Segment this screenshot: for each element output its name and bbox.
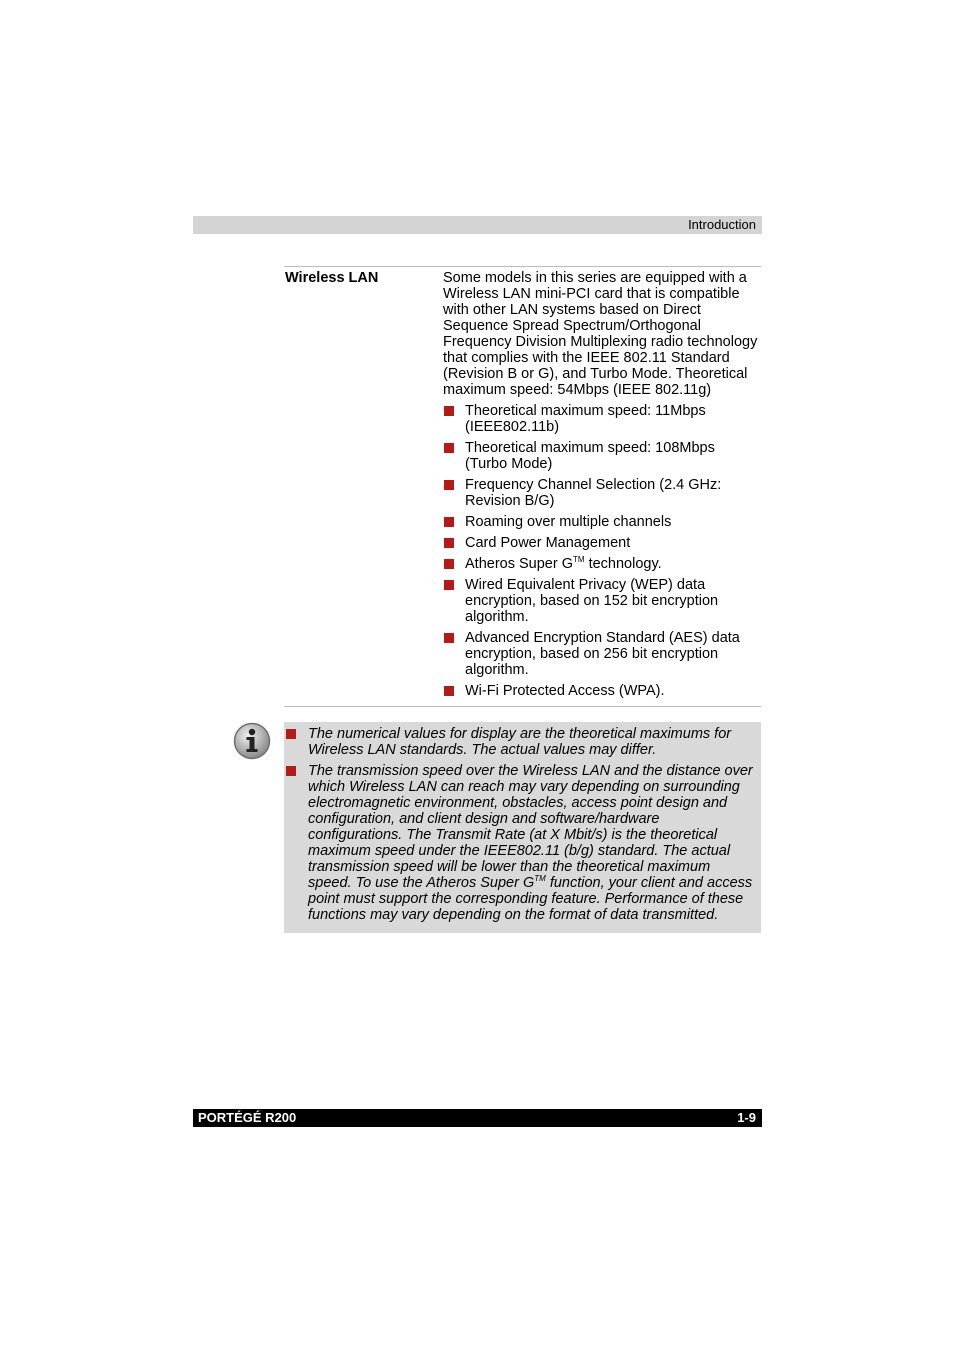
page-number: 1-9 xyxy=(737,1110,756,1125)
bullet-square-icon xyxy=(444,406,454,416)
bullet-square-icon xyxy=(444,517,454,527)
list-item: Theoretical maximum speed: 108Mbps (Turbo Mode) xyxy=(443,440,758,472)
spec-description xyxy=(443,270,758,704)
bullet-square-icon xyxy=(444,580,454,590)
bullet-square-icon xyxy=(444,559,454,569)
bullet-square-icon xyxy=(444,538,454,548)
page-header-bar xyxy=(193,216,762,234)
list-item: Wired Equivalent Privacy (WEP) data encryption, based on 152 bit encryption algorithm. xyxy=(443,577,758,625)
spec-term: Wireless LAN xyxy=(285,270,379,286)
bullet-square-icon xyxy=(444,633,454,643)
list-item: Theoretical maximum speed: 11Mbps (IEEE802.11b) xyxy=(443,403,758,435)
list-item: Wi-Fi Protected Access (WPA). xyxy=(443,683,758,699)
bullet-square-icon xyxy=(444,686,454,696)
list-item: Card Power Management xyxy=(443,535,758,551)
note-list xyxy=(284,726,756,928)
list-item: The transmission speed over the Wireless LAN and the distance over which Wireless LAN can reach may vary depending on surrounding electromagnetic environment, obstacles, access point design and configuration, and client design and software/hardware configurations. The Transmit Rate (at X Mbit/s) is the theoretical maximum speed under the IEEE802.11 (b/g) standard. The actual transmission speed will be lower than the theoretical maximum speed. To use the Atheros Super G™ function, your client and access point must support the corresponding feature. Performance of these functions may vary depending on the format of data transmitted. xyxy=(284,763,756,923)
table-top-rule xyxy=(284,266,761,267)
table-bottom-rule xyxy=(284,706,761,707)
bullet-square-icon xyxy=(444,443,454,453)
list-item: Atheros Super G™ technology. xyxy=(443,556,758,572)
bullet-square-icon xyxy=(286,766,296,776)
list-item: The numerical values for display are the theoretical maximums for Wireless LAN standards. The actual values may differ. xyxy=(284,726,756,758)
list-item: Frequency Channel Selection (2.4 GHz: Revision B/G) xyxy=(443,477,758,509)
note-box xyxy=(284,722,761,933)
spec-intro: Some models in this series are equipped with a Wireless LAN mini-PCI card that is compatible with other LAN systems based on Direct Sequence Spread Spectrum/Orthogonal Frequency Division Multiplexing radio technology that complies with the IEEE 802.11 Standard (Revision B or G), and Turbo Mode. Theoretical maximum speed: 54Mbps (IEEE 802.11g) xyxy=(443,270,758,398)
list-item: Roaming over multiple channels xyxy=(443,514,758,530)
page-footer-bar xyxy=(193,1109,762,1127)
bullet-square-icon xyxy=(444,480,454,490)
list-item: Advanced Encryption Standard (AES) data encryption, based on 256 bit encryption algorithm. xyxy=(443,630,758,678)
bullet-square-icon xyxy=(286,729,296,739)
product-name: PORTÉGÉ R200 xyxy=(198,1110,297,1125)
info-icon xyxy=(233,722,271,760)
feature-list xyxy=(443,403,758,699)
section-title: Introduction xyxy=(688,217,756,232)
